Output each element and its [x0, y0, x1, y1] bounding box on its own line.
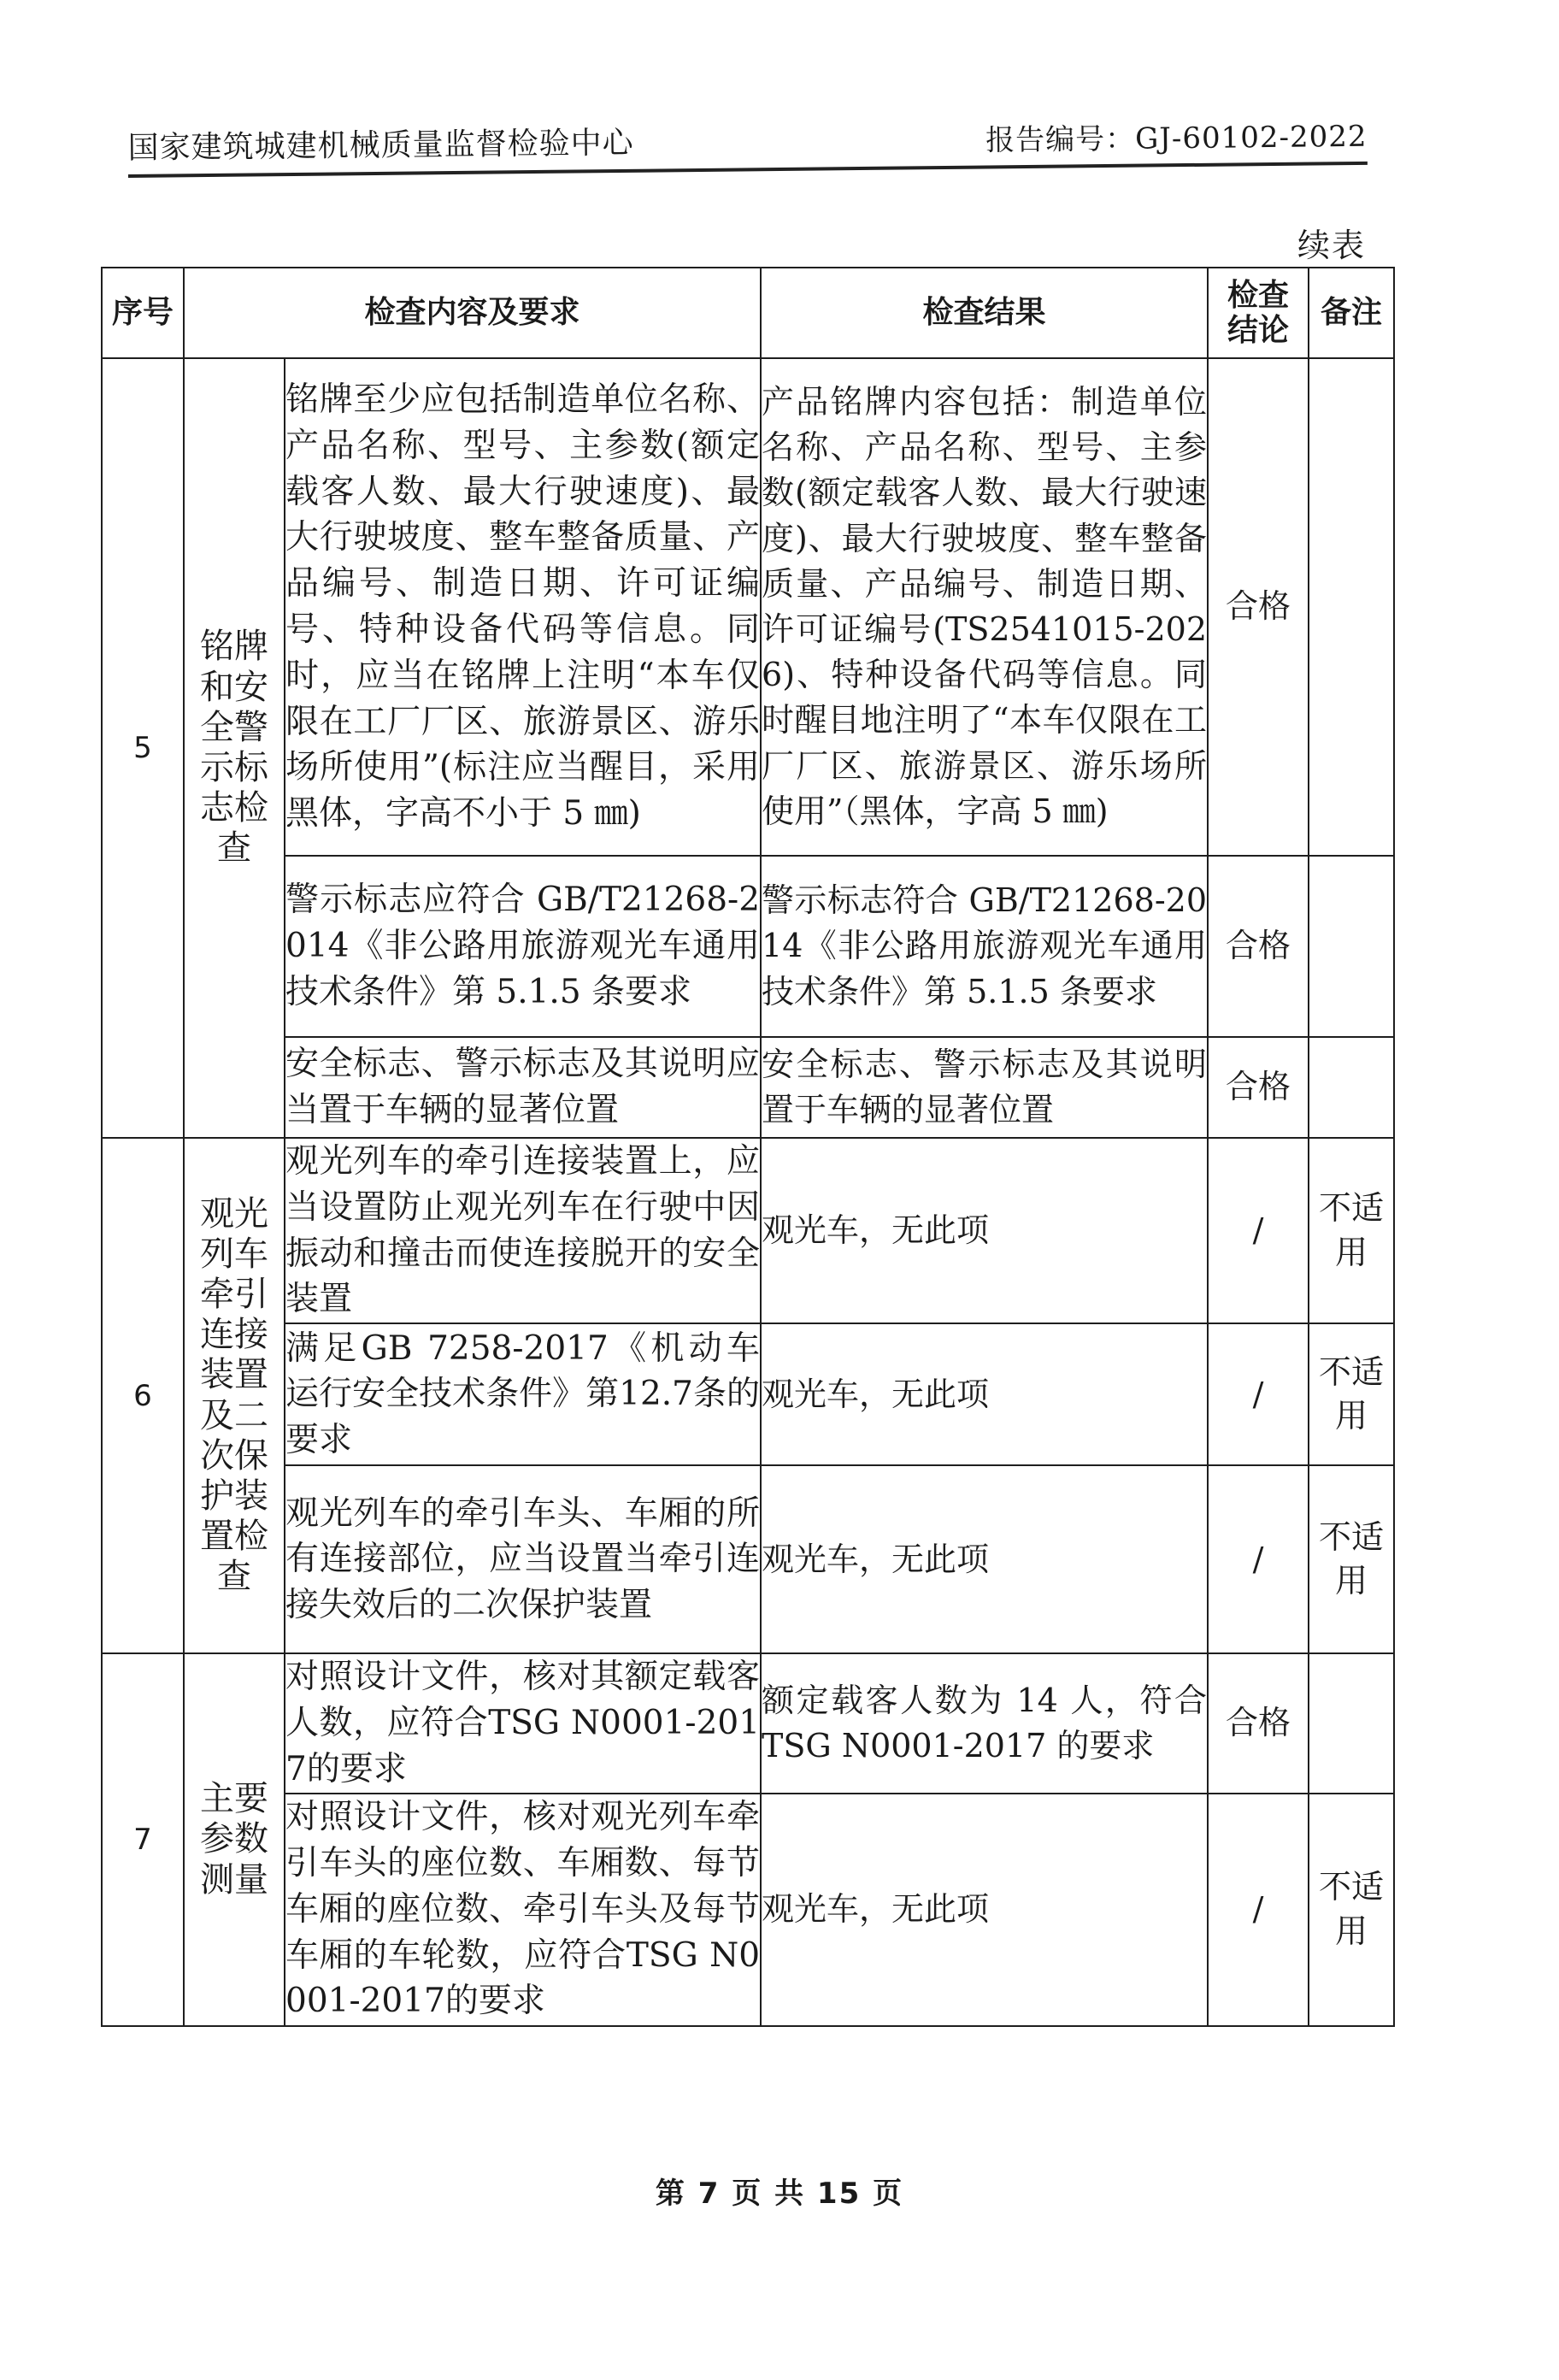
col-header-result: 检查结果 [761, 268, 1208, 358]
inspection-table [101, 267, 1395, 2027]
result-cell: 警示标志符合 GB/T21268-2014《非公路用旅游观光车通用技术条件》第 5.1.5 条要求 [761, 856, 1208, 1037]
col-header-requirement: 检查内容及要求 [184, 268, 761, 358]
result-cell: 产品铭牌内容包括：制造单位名称、产品名称、型号、主参数(额定载客人数、最大行驶速度)、最大行驶坡度、整车整备质量、产品编号、制造日期、许可证编号(TS2541015-2026)、特种设备代码等信息。同时醒目地注明了“本车仅限在工厂厂区、旅游景区、游乐场所使用”（黑体，字高 5 ㎜) [761, 358, 1208, 856]
conclusion-cell: 合格 [1208, 1037, 1309, 1138]
table-row [102, 1037, 1394, 1138]
result-cell: 额定载客人数为 14 人，符合 TSG N0001-2017 的要求 [761, 1653, 1208, 1793]
col-header-conclusion: 检查结论 [1208, 268, 1309, 358]
item-number: 5 [102, 358, 184, 1138]
report-number: 报告编号：GJ-60102-2022 [985, 119, 1368, 158]
organization-name: 国家建筑城建机械质量监督检验中心 [127, 125, 634, 167]
requirement-cell: 警示标志应符合 GB/T21268-2014《非公路用旅游观光车通用技术条件》第 5.1.5 条要求 [285, 856, 761, 1037]
continued-label: 续表 [1297, 227, 1367, 264]
item-category: 铭牌和安全警示标志检查 [184, 358, 285, 1138]
item-number: 6 [102, 1138, 184, 1653]
result-cell: 观光车，无此项 [761, 1465, 1208, 1653]
conclusion-cell: 合格 [1208, 358, 1309, 856]
note-cell: 不适用 [1309, 1794, 1394, 2026]
note-cell [1309, 1653, 1394, 1793]
requirement-cell: 满足GB 7258-2017《机动车运行安全技术条件》第12.7条的要求 [285, 1323, 761, 1465]
col-header-note: 备注 [1309, 268, 1394, 358]
result-cell: 安全标志、警示标志及其说明置于车辆的显著位置 [761, 1037, 1208, 1138]
conclusion-cell: / [1208, 1323, 1309, 1465]
conclusion-cell: 合格 [1208, 1653, 1309, 1793]
note-cell [1309, 1037, 1394, 1138]
table-header-row [102, 268, 1394, 358]
result-cell: 观光车，无此项 [761, 1794, 1208, 2026]
conclusion-cell: / [1208, 1794, 1309, 2026]
result-cell: 观光车，无此项 [761, 1323, 1208, 1465]
page-footer: 第 7 页 共 15 页 [655, 2177, 904, 2211]
col-header-number: 序号 [102, 268, 184, 358]
requirement-cell: 对照设计文件，核对观光列车牵引车头的座位数、车厢数、每节车厢的座位数、牵引车头及每节车厢的车轮数，应符合TSG N0001-2017的要求 [285, 1794, 761, 2026]
note-cell: 不适用 [1309, 1465, 1394, 1653]
requirement-cell: 铭牌至少应包括制造单位名称、产品名称、型号、主参数(额定载客人数、最大行驶速度)、最大行驶坡度、整车整备质量、产品编号、制造日期、许可证编号、特种设备代码等信息。同时，应当在铭牌上注明“本车仅限在工厂厂区、旅游景区、游乐场所使用”(标注应当醒目，采用黑体，字高不小于 5 ㎜) [285, 358, 761, 856]
note-cell: 不适用 [1309, 1138, 1394, 1323]
conclusion-cell: 合格 [1208, 856, 1309, 1037]
requirement-cell: 对照设计文件，核对其额定载客人数，应符合TSG N0001-2017的要求 [285, 1653, 761, 1793]
table-row [102, 1653, 1394, 1793]
requirement-cell: 安全标志、警示标志及其说明应当置于车辆的显著位置 [285, 1037, 761, 1138]
page-header [127, 107, 1368, 178]
item-number: 7 [102, 1653, 184, 2025]
table-row [102, 1138, 1394, 1323]
item-category: 观光列车牵引连接装置及二次保护装置检查 [184, 1138, 285, 1653]
table-row [102, 856, 1394, 1037]
conclusion-cell: / [1208, 1138, 1309, 1323]
note-cell [1309, 856, 1394, 1037]
table-row [102, 1794, 1394, 2026]
requirement-cell: 观光列车的牵引连接装置上，应当设置防止观光列车在行驶中因振动和撞击而使连接脱开的安全装置 [285, 1138, 761, 1323]
result-cell: 观光车，无此项 [761, 1138, 1208, 1323]
requirement-cell: 观光列车的牵引车头、车厢的所有连接部位，应当设置当牵引连接失效后的二次保护装置 [285, 1465, 761, 1653]
note-cell [1309, 358, 1394, 856]
table-row [102, 1323, 1394, 1465]
conclusion-cell: / [1208, 1465, 1309, 1653]
note-cell: 不适用 [1309, 1323, 1394, 1465]
item-category: 主要参数测量 [184, 1653, 285, 2025]
table-row [102, 1465, 1394, 1653]
table-row [102, 358, 1394, 856]
